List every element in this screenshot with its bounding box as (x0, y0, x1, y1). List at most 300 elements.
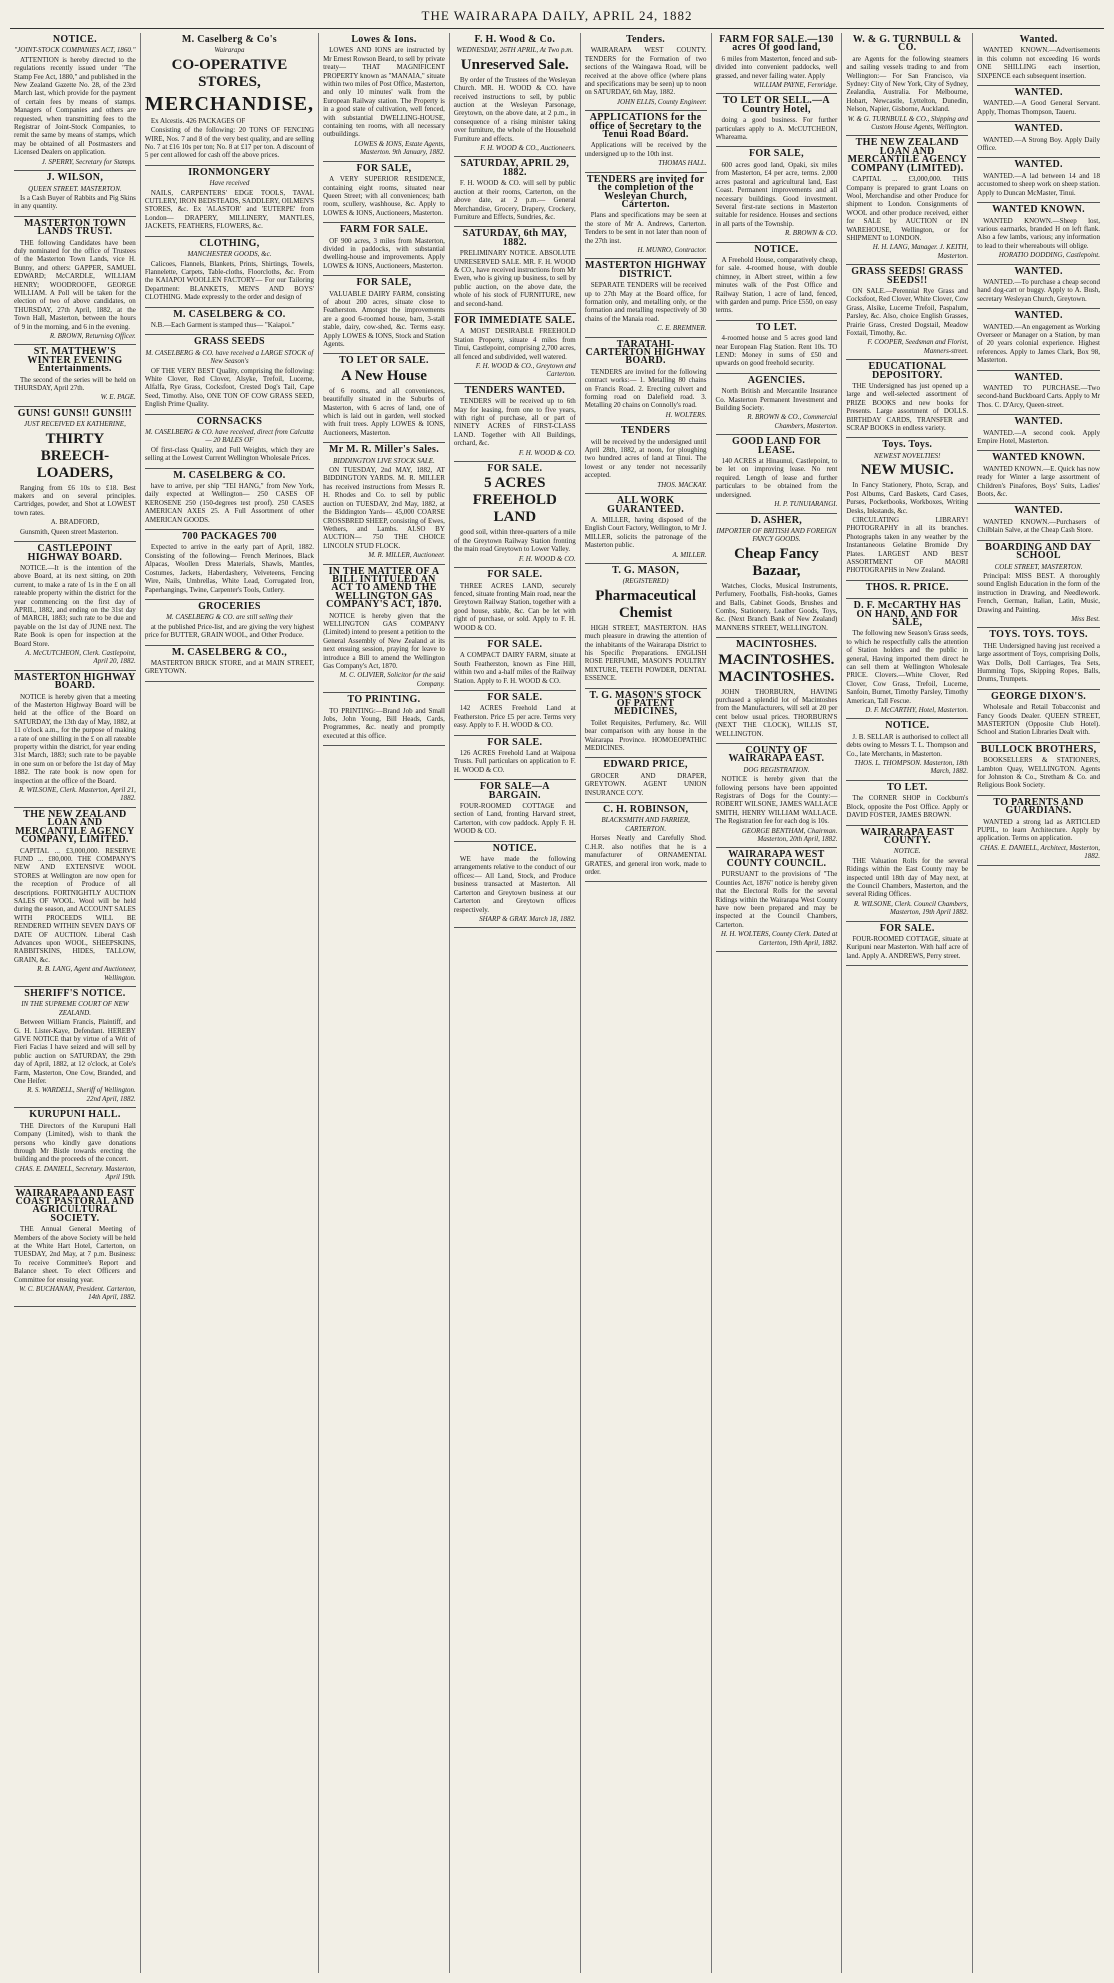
advertisement (977, 371, 1100, 416)
ad-heading: NOTICE. (52, 34, 97, 45)
advertisement (454, 227, 576, 314)
ad-heading: APPLICATIONS for the office of Secretary to the Tenui Road Board. (589, 112, 702, 141)
advertisement (716, 848, 838, 951)
ad-heading: TO LET. (886, 781, 928, 793)
ad-body: Of first-class Quality, and Full Weights, which they are selling at the Lowest Current Wellington Wholesale Prices. (144, 445, 315, 463)
advertisement (716, 94, 838, 147)
ad-body: WANTED.—A second cook. Apply Empire Hotel, Masterton. (977, 428, 1100, 446)
ad-body: N.B.—Each Garment is stamped thus— "Kaiapoi." (150, 320, 295, 329)
column-3 (319, 33, 450, 1973)
ad-subheading: COLE STREET, MASTERTON. (994, 562, 1083, 571)
ad-signature: R. B. LANG, Agent and Auctioneer, Wellington. (37, 965, 136, 982)
advertisement (585, 758, 707, 803)
advertisement (977, 504, 1100, 540)
ad-signature: R. WILSONE, Clerk. Council Chambers, Masterton, 19th April 1882. (853, 899, 969, 917)
ad-body: J. B. SELLAR is authorised to collect all debts owing to Messrs T. L. Thompson and Co., late Merchants, in Masterton. (846, 732, 969, 758)
ad-heading: 700 PACKAGES 700 (182, 531, 277, 543)
ad-heading: NOTICE. (885, 720, 930, 732)
advertisement (585, 494, 707, 564)
ad-heading: TO PARENTS AND GUARDIANS. (993, 796, 1084, 817)
advertisement (454, 384, 576, 462)
ad-heading: GEORGE DIXON'S. (991, 690, 1087, 702)
ad-body: BOOKSELLERS & STATIONERS, Lambton Quay, WELLINGTON. Agents for Johnston & Co., Stretham & Co. and Religious Book Society. (977, 756, 1100, 790)
ad-heading: F. H. Wood & Co. (474, 34, 556, 45)
advertisement (454, 157, 576, 227)
advertisement (454, 568, 576, 638)
ad-heading: WANTED. (1014, 159, 1063, 171)
advertisement (14, 1108, 136, 1186)
ad-signature: LOWES & IONS, Estate Agents, Masterton. 9th January, 1882. (354, 139, 445, 157)
ad-signature: H. MUNRO, Contractor. (637, 245, 707, 254)
ad-heading: WAIRARAPA EAST COUNTY. (860, 826, 955, 846)
advertisement (585, 689, 707, 759)
advertisement (145, 308, 314, 336)
advertisement (454, 33, 576, 157)
advertisement (585, 564, 707, 689)
ad-heading: TENDERS are invited for the completion of the Wesleyan Church, Carterton. (586, 173, 705, 210)
ad-signature: F. H. WOOD & CO. (518, 554, 576, 563)
ad-signature: W. C. BUCHANAN, President. Carterton, 14th April, 1882. (19, 1285, 136, 1302)
ad-heading: IRONMONGERY (188, 166, 271, 178)
ad-body: TENDERS are invited for the following contract works:— 1. Metalling 80 chains on Francis Road. 2. Erecting culvert and forming road on Dalefield road. 3. Metalling 20 chains on Connolly's road. (584, 367, 707, 410)
ad-body: Is a Cash Buyer of Rabbits and Pig Skins in any quantity. (14, 193, 136, 211)
ad-body: WANTED KNOWN.—E. Quick has now ready for Winter a large assortment of Children's Pinafores, Boys' Suits, Ladies' Boots, &c. (977, 464, 1100, 499)
advertisement (454, 736, 576, 781)
ad-signature: GEORGE BENTHAM, Chairman. Masterton, 20th April, 1882. (741, 826, 838, 844)
ad-heading: KURUPUNI HALL. (29, 1109, 121, 1121)
ad-signature: H. H. LANG, Manager. J. KEITH, Masterton. (872, 243, 969, 260)
advertisement (977, 451, 1100, 504)
advertisement (14, 987, 136, 1108)
columns (10, 33, 1104, 1973)
ad-heading: M. CASELBERG & CO. (173, 308, 286, 320)
ad-body: Horses Neatly and Carefully Shod. C.H.R. also notifies that he is a manufacturer of ORNAMENTAL GRATES, and general iron work, made to order. (584, 834, 707, 876)
advertisement (977, 33, 1100, 86)
ad-heading: TARATAHI-CARTERTON HIGHWAY BOARD. (585, 338, 706, 367)
ad-body: By order of the Trustees of the Wesleyan Church. MR. H. WOOD & CO. have received instructions to sell, by public auction at the Wesleyan Parsonage, Greytown, on the above date, at 2 p.m., in consequence of a rising minister taking over furniture, the whole of the Household Furniture and effects. (453, 75, 576, 143)
ad-heading: TENDERS (620, 425, 671, 437)
ad-subheading: NEWEST NOVELTIES! (874, 451, 941, 460)
ad-body: WE have made the following arrangements relative to the conduct of our offices:— All Land, Stock, and Produce business transacted at Masterton. All Carterton and Greytown business at our Carterton and Greytown offices respectively. (453, 855, 576, 914)
ad-body: Expected to arrive in the early part of April, 1882. Consisting of the following— French Merinoes, Black Alpacas, Woollen Dress Materials, Shawls, Mantles, Costumes, Jackets, Haberdashery, Velveteens, Fencing Wire, Nails, Umbrellas, White Lead, Corrugated Iron, Paperhangings, Twine, Carpenter's Tools, Cutlery. (144, 543, 315, 594)
advertisement (323, 693, 445, 746)
advertisement (716, 374, 838, 435)
ad-display-line: NEW MUSIC. (860, 462, 954, 479)
ad-signature: F. H. WOOD & CO., Auctioneers. (480, 144, 576, 153)
ad-heading: Lowes & Ions. (351, 34, 417, 45)
ad-body: THE Undersigned has just opened up a large and well-selected assortment of PRIZE BOOKS and new books for Presents. Large assortment of DOLLS. BIRTHDAY CARDS, TRANSFER and SCRAP BOOKS in endless variety. (846, 382, 969, 433)
ad-body: 4-roomed house and 5 acres good land near European Flag Station. Rent 10s. TO LEND: Money in sums of £50 and upwards on good freehold security. (715, 334, 838, 368)
ad-signature: R. S. WARDELL, Sheriff of Wellington. 22nd April, 1882. (27, 1086, 136, 1103)
ad-heading: Mr M. R. Miller's Sales. (328, 444, 439, 456)
ad-signature: HORATIO DODDING, Castlepoint. (998, 251, 1100, 260)
ad-signature: W. & G. TURNBULL & CO., Shipping and Custom House Agents, Wellington. (847, 114, 969, 132)
ad-body: doing a good business. For further particulars apply to A. McCUTCHEON, Whareama. (715, 116, 838, 142)
ad-body: FOUR-ROOMED COTTAGE, situate at Kuripuni near Masterton. With half acre of land. Apply A. ANDREWS, Perry street. (846, 934, 969, 960)
ad-signature: R. WILSONE, Clerk. Masterton, April 21, 1882. (18, 786, 136, 803)
ad-heading: FOR SALE. (487, 691, 543, 703)
ad-signature: SHARP & GRAY. March 18, 1882. (479, 914, 576, 923)
ad-body: are Agents for the following steamers and sailing vessels trading to and from Wellington:— For San Francisco, via Sydney: City of New York, City of Sydney, Zealandia, Australia. For Melbourne, Hobart, Newcastle, Lyttelton, Dunedin, Nelson, Napier, Gisborne, Auckland. (846, 54, 969, 114)
advertisement (846, 719, 968, 780)
advertisement (145, 469, 314, 530)
ad-heading: SHERIFF'S NOTICE. (24, 988, 126, 999)
ad-body: PURSUANT to the provisions of "The Counties Act, 1876" notice is hereby given that the Electoral Rolls for the several Ridings within the Wairarapa West County have now been prepared and may be inspected at the Council Chambers, Carterton. (715, 870, 838, 929)
ad-body: TO PRINTING:—Brand Job and Small Jobs, John Young, Bill Heads, Cards, Programmes, &c. neatly and promptly executed at this office. (323, 706, 445, 740)
advertisement (145, 530, 314, 600)
ad-heading: WANTED. (1014, 265, 1063, 277)
ad-body: SEPARATE TENDERS will be received up to 27th May at the Board office, for formation only, and metalling only, or the formation and metalling respectively of 30 chains of the Manaia road. (584, 281, 707, 323)
ad-heading: C. H. ROBINSON, (602, 804, 689, 816)
column-2 (141, 33, 319, 1973)
ad-heading: ALL WORK GUARANTEED. (607, 495, 685, 515)
advertisement (977, 628, 1100, 689)
advertisement (977, 309, 1100, 370)
ad-signature: CHAS. E. DANIELL, Secretary. Masterton, April 19th. (14, 1164, 136, 1182)
ad-signature: H. P. TUNUIARANGI. (774, 500, 838, 509)
ad-body: WANTED.—A lad between 14 and 18 accustomed to sheep work on sheep station. Apply to Duncan McMaster, Tinui. (977, 171, 1100, 197)
ad-signature: M. C. OLIVIER, Solicitor for the said Company. (339, 671, 445, 688)
ad-signature: F. H. WOOD & CO. (518, 448, 576, 457)
ad-subheading: Have received (209, 179, 250, 188)
ad-display-line: CO-OPERATIVE STORES, (171, 56, 288, 90)
ad-heading: WAIRARAPA AND EAST COAST PASTORAL AND AGRICULTURAL SOCIETY. (15, 1187, 135, 1224)
advertisement (14, 542, 136, 671)
ad-signature: THOS. MACKAY. (657, 480, 707, 489)
ad-body: THE Valuation Rolls for the several Ridings within the East County may be inspected until 18th day of May next, at the Council Chambers, Masterton, and the several Riding Offices. (846, 856, 969, 899)
ad-heading: GRASS SEEDS! GRASS SEEDS!! (851, 266, 964, 286)
ad-heading: THE NEW ZEALAND LOAN AND MERCANTILE AGENCY COMPANY, LIMITED. (15, 808, 135, 846)
advertisement (977, 203, 1100, 264)
ad-body: Watches, Clocks, Musical Instruments, Perfumery, Footballs, Fish-hooks, Games and Balls, Cabinet Goods, Brushes and Combs, Stationery, Leather Goods, Toys, &c. (Next Branch Bank of New Zealand) MANNERS STREET, WELLINGTON. (715, 581, 838, 632)
ad-heading: M. Caselberg & Co's (181, 34, 277, 45)
ad-body: WANTED.—A Good General Servant. Apply, Thomas Thompson, Taueru. (977, 99, 1100, 116)
column-8 (973, 33, 1104, 1973)
ad-heading: FOR SALE—A BARGAIN. (479, 781, 550, 801)
ad-display-line: THIRTY BREECH-LOADERS, (36, 430, 114, 481)
ad-display-line: 5 ACRES FREEHOLD LAND (472, 475, 557, 526)
ad-body: CAPITAL ... £3,000,000. THIS Company is prepared to grant Loans on Wool, Merchandise and other Produce for shipment to London. Consignments of WOOL and other produce received, either for SALE by AUCTION or IN WAREHOUSE, Wellington, or for SHIPMENT to LONDON. (846, 175, 969, 242)
ad-heading: GOOD LAND FOR LEASE. (731, 436, 821, 456)
ad-heading: MASTERTON TOWN LANDS TRUST. (23, 217, 126, 238)
advertisement (585, 424, 707, 494)
advertisement (145, 166, 314, 237)
advertisement (977, 796, 1100, 866)
ad-body-continued: Consisting of the following: 20 TONS OF FENCING WIRE, Nos. 7 and 8 of the very best quality, and are selling No. 7 at £16 10s per ton; No. 8 at £17 per ton. A discount of 5 per cent allowed for cash off the above prices. (144, 126, 315, 160)
ad-body: WANTED.—A Strong Boy. Apply Daily Office. (977, 135, 1100, 153)
advertisement (585, 33, 707, 111)
ad-subheading: IN THE SUPREME COURT OF NEW ZEALAND. (21, 1000, 129, 1017)
ad-body: Calicoes, Flannels, Blankets, Prints, Shirtings, Towels, Flannelette, Carpets, Table-cloths, Floorcloths, &c. From the KAIAPOI WOOLLEN FACTORY— For our Tailoring Department: BLANKETS, MEN'S AND BOYS' CLOTHING. Made expressly to the order and design of (144, 259, 315, 302)
advertisement (846, 136, 968, 265)
ad-heading: CASTLEPOINT HIGHWAY BOARD. (27, 543, 123, 563)
advertisement (323, 443, 445, 564)
advertisement (454, 314, 576, 384)
ad-body: A VERY SUPERIOR RESIDENCE, containing eight rooms, situated near Queen Street; with all conveniences; bath room, scullery, washhouse, &c. Apply to LOWES & IONS, Auctioneers, Masterton. (323, 175, 445, 217)
ad-heading: FOR SALE. (487, 736, 543, 748)
advertisement (585, 803, 707, 882)
ad-signature: A. McCUTCHEON, Clerk. Castlepoint, April 20, 1882. (25, 648, 136, 666)
ad-signature: D. F. McCARTHY, Hotel, Masterton. (865, 706, 969, 715)
ad-body: FOUR-ROOMED COTTAGE and section of Land, fronting Harvard street, Carterton, with cow paddock. Apply F. H. WOOD & CO. (453, 802, 576, 836)
ad-body: F. H. WOOD & CO. will sell by public auction at their rooms, Carterton, on the above date, at 2 p.m.— General Merchandise, Grocery, Drapery, Crockery, Furniture and Effects, Sundries, &c. (453, 179, 576, 221)
ad-subheading: NOTICE. (893, 847, 921, 856)
ad-body: VALUABLE DAIRY FARM, consisting of about 200 acres, situate close to Featherston. Amongst the improvements are a good 6-roomed house, barn, 3-stall stable, dairy, cow-shed, &c. Terms easy. Apply LOWES & IONS, Stock and Station Agents. (323, 289, 445, 348)
ad-heading: THE NEW ZEALAND LOAN AND MERCANTILE AGENCY COMPANY (LIMITED). (847, 137, 967, 174)
ad-body: NOTICE.—It is the intention of the above Board, at its next sitting, on 20th current, to make a rate of 1s in the £ on all rateable property within the district for the year commencing on the first day of APRIL, 1882, and ending on the 31st day of MARCH, 1883; such rate to be due and payable on the 1st day of JUNE next. The Rate Book is open for inspection at the Board Store. (14, 563, 136, 648)
advertisement (323, 162, 445, 223)
ad-heading: M. CASELBERG & CO. (173, 469, 286, 481)
ad-body-continued: Gunsmith, Queen street Masterton. (20, 527, 119, 536)
advertisement (14, 671, 136, 808)
ad-heading: TO LET OR SALE. (339, 355, 429, 367)
ad-body: WANTED KNOWN.—Purchasers of Chilblain Salve, at the Cheap Cash Store. (977, 517, 1100, 535)
ad-body: Plans and specifications may be seen at the store of Mr A. Andrews, Carterton. Tenders to be sent in not later than noon of the 27th inst. (584, 211, 707, 245)
ad-heading: W. & G. TURNBULL & CO. (852, 34, 962, 54)
ad-heading: GROCERIES (198, 600, 261, 612)
ad-body: Wholesale and Retail Tobacconist and Fancy Goods Dealer. QUEEN STREET, MASTERTON (Opposite Club Hotel). School and Station Libraries Dealt with. (977, 703, 1100, 737)
ad-heading: FOR SALE, (356, 277, 412, 289)
ad-heading: FOR SALE. (487, 569, 543, 581)
ad-body: NOTICE is hereby given that the following persons have been appointed Registrars of Dogs for the County:— ROBERT WILSONE, JAMES WALLACE SMITH, HENRY WILLIAM WALLACE. The Registration fee for each dog is 10s. (715, 775, 838, 826)
ad-body: GROCER AND DRAPER, GREYTOWN. AGENT UNION INSURANCE CO'Y. (584, 771, 707, 797)
ad-body: of 6 rooms, and all conveniences, beautifully situated in the Suburbs of Masterton, with 6 acres of land, one of which is laid out in garden, well stocked with fruit trees. Apply LOWES & IONS, Auctioneers, Masterton. (323, 386, 445, 437)
ad-body: The following new Season's Grass seeds, to which he respectfully calls the attention of Station holders and the public in general, Having imported them direct he can sell them at Wellington Wholesale PRICE. Clovers.—White Clover, Red Clover, Cow Grass, Trefoil, Lucerne, Sanfoin, Burnet, Timothy Parsley, Timothy American, Tall Fescue. (846, 629, 969, 705)
ad-signature: J. SPERRY, Secretary for Stamps. (41, 157, 136, 166)
advertisement (454, 638, 576, 691)
ad-heading: Tenders. (626, 34, 666, 45)
ad-signature: THOS. L. THOMPSON. Masterton, 18th March, 1882. (854, 759, 969, 776)
advertisement (145, 646, 314, 682)
ad-signature: WILLIAM PAYNE, Fernridge. (753, 81, 838, 90)
ad-heading: COUNTY OF WAIRARAPA EAST. (728, 745, 825, 765)
ad-heading: FOR SALE. (487, 463, 543, 475)
ad-heading: J. WILSON, (46, 172, 104, 184)
advertisement (14, 33, 136, 171)
advertisement (585, 338, 707, 425)
ad-heading: BULLOCK BROTHERS, (980, 743, 1097, 755)
advertisement (846, 581, 968, 599)
ad-body: WANTED.—An engagement as Working Overseer or Manager on a Station, by man of 20 years colonial experience. Highest references. Apply to James Clark, Box 98, Masterton. (977, 322, 1100, 365)
column-6 (712, 33, 843, 1973)
ad-body: PRELIMINARY NOTICE. ABSOLUTE UNRESERVED SALE. MR. F. H. WOOD & CO., have received instructions from Mr Ewen, who is giving up business, to sell by public auction, on the above date, the whole of his stock of FURNITURE, new and second-hand. (453, 249, 576, 308)
ad-heading: EDUCATIONAL DEPOSITORY. (868, 361, 947, 381)
ad-heading: IN THE MATTER OF A BILL INTITULED AN ACT TO AMEND THE WELLINGTON GAS COMPANY'S ACT, 1870. (326, 565, 442, 611)
advertisement (977, 265, 1100, 310)
advertisement (145, 600, 314, 646)
ad-heading: FOR SALE, (748, 148, 804, 160)
ad-body: HIGH STREET, MASTERTON. HAS much pleasure in drawing the attention of the inhabitants of the Wairarapa District to his Specific Preparations. ENGLISH ROSE PERFUME, MASON'S POULTRY MIXTURE, TEETH POWDER, DENTAL ESSENCE. (584, 623, 707, 683)
ad-subheading: (REGISTERED) (622, 577, 669, 586)
ad-signature: R. BROWN, Returning Officer. (49, 332, 136, 340)
ad-body: THE following Candidates have been duly nominated for the office of Trustees of the Masterton Town Lands, vice H. Bunny, and others: GAPPER, SAMUEL EDWARD; McCARDLE, WILLIAM HENRY; WOODROOFE, GEORGE WILLIAM. A Poll will be taken for the election of two of above candidates, on THURSDAY, 27th April, 1882, at the Town Hall, Masterton, between the hours of 9 in the morning, and 6 in the evening. (14, 238, 136, 331)
ad-body: TENDERS will be received up to 6th May for leasing, from one to five years, with right of purchase, all or part of NINETY ACRES of FIRST-CLASS LAND. Together with All Buildings, orchard, &c. (453, 397, 576, 448)
advertisement (14, 171, 136, 217)
advertisement (454, 780, 576, 841)
advertisement (323, 33, 445, 162)
ad-body: THREE ACRES LAND, securely fenced, situate fronting Main road, near the Greytown Railway Station, together with a good house, stable, &c. Can be let with right of purchase, or sold. Apply to F. H. WOOD & CO. (453, 581, 576, 632)
ad-signature: H. WOLTERS. (665, 410, 707, 419)
ad-signature: THOMAS HALL. (658, 159, 707, 168)
ad-body: THE Directors of the Kurupuni Hall Company (Limited), wish to thank the persons who kindly gave donations through Mr Bistle towards erecting the building and the proceeds of the concert. (14, 1121, 136, 1164)
ad-heading: MACINTOSHES. (735, 639, 817, 651)
ad-subheading: QUEEN STREET. MASTERTON. (28, 184, 122, 193)
ad-body-continued: CIRCULATING LIBRARY! PHOTOGRAPHY in all its branches. Photographs taken in any weather by the Instantaneous Gelatine Bromide Dry Plates. LARGEST AND BEST ASSORTMENT OF MAORI PHOTOGRAPHS in New Zealand. (846, 515, 969, 575)
ad-body: LOWES AND IONS are instructed by Mr Ernest Rowson Beard, to sell by private treaty— THAT MAGNIFICENT PROPERTY known as "MANAIA," situate within two miles of Post Office, Masterton, and only 10 minutes' walk from the European Railway station. The Property is in a good state of cultivation, well fenced, with substantial DWELLING-HOUSE, containing ten rooms, with all necessary outbuildings. (323, 46, 445, 139)
ad-body: have to arrive, per ship "TEI HANG," from New York, daily expected at Wellington— 250 CASES OF KEROSENE 250 (150-degrees test proof). 250 CASES AMERICAN AXES 25. A Full Assortment of other AMERICAN GOODS. (144, 482, 315, 524)
ad-subheading: Wairarapa (214, 46, 245, 55)
advertisement (14, 1187, 136, 1307)
ad-body: OF THE VERY BEST Quality, comprising the following: White Clover, Red Clover, Alsyke, Trefoil, Lucerne, Alfalfa, Rye Grass, Cocksfoot, Crested Dog's Tail, Cape Seed, Timothy. Also, ONE TON OF COW GRASS SEED, English Prime Quality. (144, 366, 315, 409)
ad-heading: FOR SALE. (487, 638, 543, 650)
ad-signature: R. BROWN & CO. (785, 229, 838, 238)
ad-subheading: DOG REGISTRATION. (743, 765, 810, 774)
ad-body: will be received by the undersigned until April 28th, 1882, at noon, for ploughing two hundred acres of land at Tinui. The lowest or any tender not necessarily accepted. (584, 437, 707, 480)
ad-body: 142 ACRES Freehold Land at Featherston. Price £5 per acre. Terms very easy. Apply to F. H. WOOD & CO. (453, 704, 576, 730)
advertisement (846, 826, 968, 922)
ad-body: A Freehold House, comparatively cheap, for sale. 4-roomed house, with double chimney, in Albert street, within a few minutes walk of the Post Office and Railway Station, 1 acre of land, fenced, with garden and pump. Price £550, on easy terms. (715, 255, 838, 315)
advertisement (14, 345, 136, 406)
ad-body: WANTED KNOWN.—Sheep lost, various earmarks, branded H on left flank. Also a few lambs, various; any information to lead to their whereabouts will oblige. (977, 216, 1100, 250)
ad-heading: T. G. MASON'S STOCK OF PATENT MEDICINES, (589, 689, 702, 718)
advertisement (846, 922, 968, 967)
ad-signature: A. MILLER. (672, 550, 707, 559)
advertisement (846, 599, 968, 719)
ad-heading: WANTED. (1014, 87, 1063, 99)
advertisement (846, 781, 968, 826)
ad-heading: BOARDING AND DAY SCHOOL (985, 541, 1092, 562)
ad-body: ON SALE.—Perennial Rye Grass and Cocksfoot, Red Clover, White Clover, Cow Grass, Alsike, Lucerne Trefoil, Paspalum, Parsley, &c. Also, choice English Grasses, Prairie Grass, Crested Dogstail, Meadow Foxtail, Timothy, &c. (846, 286, 969, 337)
ad-heading: WANTED. (1014, 123, 1063, 135)
advertisement (977, 541, 1100, 629)
ad-display-line: Pharmaceutical Chemist (595, 587, 697, 621)
advertisement (977, 743, 1100, 796)
masthead: THE WAIRARAPA DAILY, APRIL 24, 1882 (10, 6, 1104, 29)
ad-signature: W. E. PAGE. (100, 393, 136, 402)
ad-body: ATTENTION is hereby directed to the regulations recently issued under "The Stamp Fee Act, 1880," and published in the New Zealand Gazette No. 28, of the 23rd March last, which provide for the payment of certain fees by means of stamps. Managers of Companies and others are requested, when transmitting fees to the Registrar of Joint-Stock Companies, to remit the same by means of stamps, which may be obtained of all Postmasters and Licensed Dealers on application. (14, 55, 136, 157)
ad-body: THE Undersigned having just received a large assortment of Toys, comprising Dolls, Wax Dolls, Doll Carriages, Tea Sets, Humming Tops, Skipping Ropes, Balls, Drums, Trumpets. (977, 641, 1100, 684)
ad-body: MASTERTON BRICK STORE, and at MAIN STREET, GREYTOWN. (144, 658, 315, 676)
ad-heading: MASTERTON HIGHWAY BOARD. (14, 671, 136, 692)
ad-heading: WANTED KNOWN. (992, 204, 1085, 216)
ad-display-line: Unreserved Sale. (460, 56, 569, 73)
advertisement (145, 335, 314, 414)
advertisement (977, 86, 1100, 122)
ad-heading: THOS. R. PRICE. (865, 581, 949, 593)
ad-body: A MOST DESIRABLE FREEHOLD Station Property, situate 4 miles from Tinui, Castlepoint, comprising 2,700 acres, all fenced and subdivided, well watered. (453, 327, 576, 361)
ad-body: WANTED KNOWN.—Advertisements in this column not exceeding 16 words ONE SHILLING each insertion, SIXPENCE each subsequent insertion. (977, 46, 1100, 80)
ad-heading: AGENCIES. (747, 374, 806, 386)
ad-heading: T. G. MASON, (612, 564, 680, 576)
ad-heading: NOTICE. (492, 842, 537, 854)
ad-heading: CLOTHING, (199, 237, 260, 249)
ad-body: NOTICE is hereby given that the WELLINGTON GAS COMPANY (Limited) intend to present a petition to the General Assembly of New Zealand at its next ensuing session, praying for leave to introduce a Bill to amend the Wellington Gas Company's Act, 1870. (323, 611, 445, 670)
ad-subheading: WEDNESDAY, 26TH APRIL, At Two p.m. (456, 46, 574, 55)
advertisement (846, 33, 968, 136)
ad-body: In Fancy Stationery, Photo, Scrap, and Post Albums, Card Baskets, Card Cases, Purses, Pocketbooks, Workboxes, Writing Desks, Inkstands, &c. (846, 481, 969, 515)
ad-heading: D. ASHER, (750, 514, 803, 526)
ad-heading: MASTERTON HIGHWAY DISTRICT. (585, 260, 707, 280)
advertisement (454, 842, 576, 929)
ad-body: CAPITAL ... £3,000,000. RESERVE FUND ... £80,000. THE COMPANY'S NEW AND EXTENSIVE WOOL STORES at Wellington are now open for the reception of Produce of all descriptions. FORTNIGHTLY AUCTION SALES OF WOOL. Wool will be held during the season, and ACCOUNT SALES WITH PROCEEDS WILL BE RENDERED WITHIN SEVEN DAYS OF DATE OF AUCTION. Liberal Cash Advances upon WOOL, SHEEPSKINS, RABBITSKINS, HIDES, TALLOW, GRAIN, &c. (14, 846, 136, 964)
advertisement (585, 111, 707, 172)
ad-heading: FARM FOR SALE. (339, 224, 429, 236)
advertisement (716, 147, 838, 242)
ad-heading: NOTICE. (754, 243, 799, 255)
ad-heading: WANTED. (1014, 416, 1063, 428)
ad-heading: WAIRARAPA WEST COUNTY COUNCIL. (726, 849, 827, 869)
ad-heading: GRASS SEEDS (194, 336, 265, 348)
ad-signature: F. COOPER, Seedsman and Florist, Manners-street. (867, 338, 969, 355)
ad-body: Principal: MISS BEST. A thoroughly sound English Education in the form of the instruction in Drawing, and Needlework. French, German, Italian, Latin, Music, Drawing and Painting. (977, 571, 1100, 614)
ad-body: at the published Price-list, and are giving the very highest price for BUTTER, GRAIN WOOL, and Other Produce. (144, 622, 315, 640)
advertisement (977, 122, 1100, 158)
ad-signature: M. R. MILLER, Auctioneer. (368, 551, 445, 560)
advertisement (14, 407, 136, 542)
ad-body: Ranging from £6 10s to £18. Best makers and on several principles. Cartridges, powder, and Shot at LOWEST town rates. (14, 483, 136, 517)
ad-body: WANTED a strong lad as ARTICLED PUPIL, to learn Architecture. Apply by application. Terms on application. (977, 817, 1100, 843)
ad-body: 6 miles from Masterton, fenced and sub-divided into convenient paddocks, well grassed, and never failing water. Apply (715, 54, 838, 80)
column-4 (450, 33, 581, 1973)
advertisement (323, 354, 445, 443)
advertisement (977, 690, 1100, 743)
ad-heading: FARM FOR SALE.—130 acres Of good land, (719, 34, 834, 54)
advertisement (323, 223, 445, 276)
ad-heading: GUNS! GUNS!! GUNS!!! (17, 407, 133, 419)
ad-body: ON TUESDAY, 2nd MAY, 1882, AT BIDDINGTON YARDS. M. R. MILLER has received instructions from Messrs R. H. Rhodes and Co. to sell by public auction on TUESDAY, 2nd May, 1882, at the Biddington Yards— 45,000 COARSE CROSSBRED SHEEP, consisting of Ewes, Wethers, and Lambs. ALSO BY AUCTION— 750 THE CHOICE LINCOLN STUD FLOCK. (323, 466, 445, 550)
advertisement (585, 173, 707, 260)
ad-heading: WANTED KNOWN. (992, 452, 1085, 464)
ad-heading: CORNSACKS (196, 415, 263, 427)
ad-heading: EDWARD PRICE, (603, 759, 688, 771)
ad-body: 140 ACRES at Hinaunui, Castlepoint, to be let on improving lease. No rent required. Length of lease and further particulars to be obtained from the undersigned. (715, 457, 838, 499)
advertisement (846, 265, 968, 360)
ad-body: THE Annual General Meeting of Members of the above Society will be held at the White Hart Hotel, Carterton, on TUESDAY, 2nd May, at 7 p.m. Business: To receive Committee's Report and Balance sheet. To elect Officers and Committee for ensuing year. (14, 1225, 136, 1284)
advertisement (14, 808, 136, 987)
column-1 (10, 33, 141, 1973)
ad-heading: SATURDAY, APRIL 29, 1882. (460, 158, 570, 178)
column-7 (842, 33, 973, 1973)
ad-body: The CORNER SHOP in Cockburn's Block, opposite the Post Office. Apply or DAVID FOSTER, JAMES BROWN. (846, 794, 969, 820)
ad-subheading: "JOINT-STOCK COMPANIES ACT, 1860." (14, 46, 136, 55)
ad-signature: CHAS. E. DANIELL, Architect, Masterton, 1882. (980, 843, 1100, 861)
ad-body: JOHN THORBURN, HAVING purchased a splendid lot of Macintoshes from the Manufacturers, will sell at 20 per cent below usual prices. THORBURN'S (NEXT THE CLOCK), WILLIS ST, WELLINGTON. (715, 687, 838, 738)
ad-subheading: BIDDINGTON LIVE STOCK SALE. (333, 456, 435, 465)
ad-display-large: MERCHANDISE, (144, 92, 315, 115)
ad-heading: M. CASELBERG & CO., (171, 646, 288, 658)
advertisement (716, 321, 838, 374)
ad-subheading: M. CASELBERG & CO. have received, direct from Calcutta— 20 BALES OF (145, 428, 314, 445)
ad-heading: FOR SALE, (356, 162, 412, 174)
ad-signature: JOHN ELLIS, County Engineer. (616, 97, 707, 106)
ad-body: North British and Mercantile Insurance Co. Masterton Permanent Investment and Building Society. (715, 387, 838, 413)
column-5 (581, 33, 712, 1973)
ad-body: NOTICE is hereby given that a meeting of the Masterton Highway Board will be held at the office of the Board on SATURDAY, the 13th day of May, 1882, at 11 o'clock a.m., for the purpose of making a rate of one shilling in the £ on all rateable property within the district, for year ending 31st March, 1883; such rate to be payable in one sum on or before the 1st day of May 1882. The rate book is now open for inspection at the office of the Board. (14, 692, 136, 785)
ad-heading: TO LET. (756, 321, 797, 333)
ad-body: OF 900 acres, 3 miles from Masterton, divided in paddocks, with substantial dwelling-house and improvements. Apply LOWES & IONS, Auctioneers, Masterton. (323, 236, 445, 270)
ad-heading: WANTED. (1014, 310, 1063, 322)
advertisement (585, 259, 707, 337)
ad-body: Ex Alcestis. 426 PACKAGES OF (150, 116, 246, 125)
ad-heading: D. F. McCARTHY HAS ON HAND, AND FOR SALE, (853, 600, 961, 628)
ad-signature: F. H. WOOD & CO., Greytown and Carterton. (475, 362, 576, 379)
advertisement (716, 33, 838, 94)
ad-heading: WANTED. (1014, 371, 1063, 383)
ad-heading: Toys. Toys. (882, 439, 933, 451)
advertisement (716, 514, 838, 639)
ad-body: A. MILLER, having disposed of the English Court Factory, Wellington, to Mr J. MILLER, solicits the patronage of the Masterton public. (584, 515, 707, 550)
ad-heading: Wanted. (1019, 34, 1058, 45)
